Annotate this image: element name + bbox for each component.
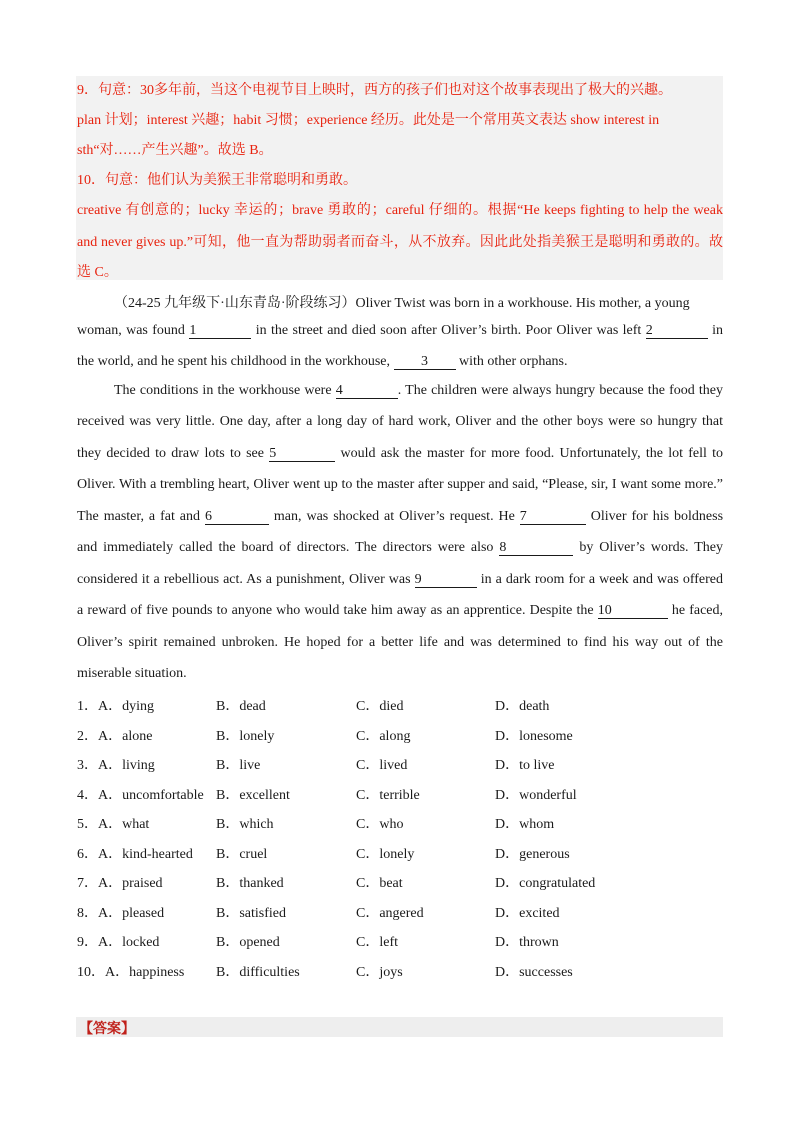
option-d[interactable]: D．excited	[495, 906, 560, 921]
option-a[interactable]: 7．A．praised	[77, 876, 163, 891]
option-b[interactable]: B．which	[216, 817, 274, 832]
option-b[interactable]: B．satisfied	[216, 906, 286, 921]
option-a[interactable]: 2．A．alone	[77, 729, 153, 744]
option-b[interactable]: B．difficulties	[216, 965, 300, 980]
blank-3: 3	[394, 355, 456, 370]
passage-line: considered it a rebellious act. As a punishment, Oliver was 9 in a dark room for a week and was offered	[77, 572, 723, 587]
passage-line: they decided to draw lots to see 5 would ask the master for more food. Unfortunately, the lot fell to	[77, 446, 724, 461]
option-d[interactable]: D．successes	[495, 965, 573, 980]
passage-line: （24-25 九年级下·山东青岛·阶段练习）Oliver Twist was born in a workhouse. His mother, a young	[114, 296, 690, 311]
passage-line: The conditions in the workhouse were 4 . The children were always hungry because the food they	[114, 383, 724, 398]
option-b[interactable]: B．thanked	[216, 876, 284, 891]
blank-7: 7	[520, 510, 586, 525]
option-b[interactable]: B．excellent	[216, 788, 290, 803]
option-row-5	[77, 813, 723, 833]
option-row-10	[77, 961, 723, 981]
blank-9: 9	[415, 573, 477, 588]
option-b[interactable]: B．opened	[216, 935, 280, 950]
blank-8: 8	[499, 541, 573, 556]
option-row-6	[77, 843, 723, 863]
q10-meaning: 10．句意：他们认为美猴王非常聪明和勇敢。	[77, 173, 357, 188]
option-c[interactable]: C．terrible	[356, 788, 420, 803]
option-row-7	[77, 872, 723, 892]
passage-line: a reward of five pounds to anyone who would take him away as an apprentice. Despite the 10 he faced,	[77, 603, 724, 618]
blank-2: 2	[646, 324, 708, 339]
passage-line: Oliver’s spirit remained unbroken. He hoped for a better life and was determined to find his way out of the	[77, 635, 723, 650]
option-c[interactable]: C．lonely	[356, 847, 415, 862]
option-b[interactable]: B．lonely	[216, 729, 275, 744]
option-c[interactable]: C．angered	[356, 906, 424, 921]
passage-line: miserable situation.	[77, 666, 187, 681]
option-b[interactable]: B．live	[216, 758, 261, 773]
option-a[interactable]: 3．A．living	[77, 758, 155, 773]
q9-vocabulary: plan 计划；interest 兴趣；habit 习惯；experience 经历。此处是一个常用英文表达 show interest in	[77, 113, 660, 128]
q9-meaning: 9．句意：30多年前，当这个电视节目上映时，西方的孩子们也对这个故事表现出了极大的兴趣。	[77, 83, 672, 98]
option-c[interactable]: C．lived	[356, 758, 408, 773]
blank-10: 10	[598, 604, 668, 619]
option-d[interactable]: D．generous	[495, 847, 570, 862]
option-c[interactable]: C．left	[356, 935, 398, 950]
option-d[interactable]: D．to live	[495, 758, 555, 773]
option-d[interactable]: D．congratulated	[495, 876, 596, 891]
option-b[interactable]: B．cruel	[216, 847, 268, 862]
answer-section-bar	[76, 1017, 723, 1037]
option-d[interactable]: D．death	[495, 699, 550, 714]
option-c[interactable]: C．who	[356, 817, 404, 832]
q10-vocabulary: creative 有创意的；lucky 幸运的；brave 勇敢的；careful 仔细的。根据“He keeps fighting to help the weak	[77, 203, 723, 218]
blank-5: 5	[269, 447, 335, 462]
option-b[interactable]: B．dead	[216, 699, 266, 714]
blank-4: 4	[336, 384, 398, 399]
option-d[interactable]: D．whom	[495, 817, 555, 832]
option-a[interactable]: 5．A．what	[77, 817, 150, 832]
option-a[interactable]: 9．A．locked	[77, 935, 160, 950]
option-a[interactable]: 6．A．kind-hearted	[77, 847, 193, 862]
option-row-1	[77, 695, 723, 715]
option-row-8	[77, 902, 723, 922]
option-row-4	[77, 784, 723, 804]
option-c[interactable]: C．joys	[356, 965, 403, 980]
option-c[interactable]: C．died	[356, 699, 404, 714]
option-d[interactable]: D．wonderful	[495, 788, 577, 803]
option-a[interactable]: 8．A．pleased	[77, 906, 165, 921]
passage-line: The master, a fat and 6 man, was shocked at Oliver’s request. He 7 Oliver for his boldness	[77, 509, 724, 524]
passage-line: and immediately called the board of directors. The directors were also 8 by Oliver’s words. They	[77, 540, 724, 555]
option-row-2	[77, 725, 723, 745]
blank-1: 1	[189, 324, 251, 339]
option-c[interactable]: C．along	[356, 729, 411, 744]
option-c[interactable]: C．beat	[356, 876, 403, 891]
answer-heading: 【答案】	[79, 1022, 135, 1037]
blank-6: 6	[205, 510, 269, 525]
passage-line: woman, was found 1 in the street and died soon after Oliver’s birth. Poor Oliver was left 2 in	[77, 323, 723, 338]
option-row-9	[77, 931, 723, 951]
option-d[interactable]: D．lonesome	[495, 729, 573, 744]
q10-conclusion: 选 C。	[77, 265, 118, 280]
option-row-3	[77, 754, 723, 774]
passage-line: received was very little. One day, after a long day of hard work, Oliver and the other boys were so hungry that	[77, 414, 723, 429]
q10-reason: and never gives up.”可知，他一直为帮助弱者而奋斗，从不放弃。因此此处指美猴王是聪明和勇敢的。故	[77, 235, 723, 250]
option-a[interactable]: 1．A．dying	[77, 699, 154, 714]
option-a[interactable]: 10．A．happiness	[77, 965, 185, 980]
option-d[interactable]: D．thrown	[495, 935, 559, 950]
q9-conclusion: sth“对……产生兴趣”。故选 B。	[77, 143, 273, 158]
passage-line: Oliver. With a trembling heart, Oliver went up to the master after supper and said, “Please, sir, I want some more.”	[77, 477, 723, 492]
passage-line: the world, and he spent his childhood in the workhouse, 3 with other orphans.	[77, 354, 568, 369]
option-a[interactable]: 4．A．uncomfortable	[77, 788, 204, 803]
